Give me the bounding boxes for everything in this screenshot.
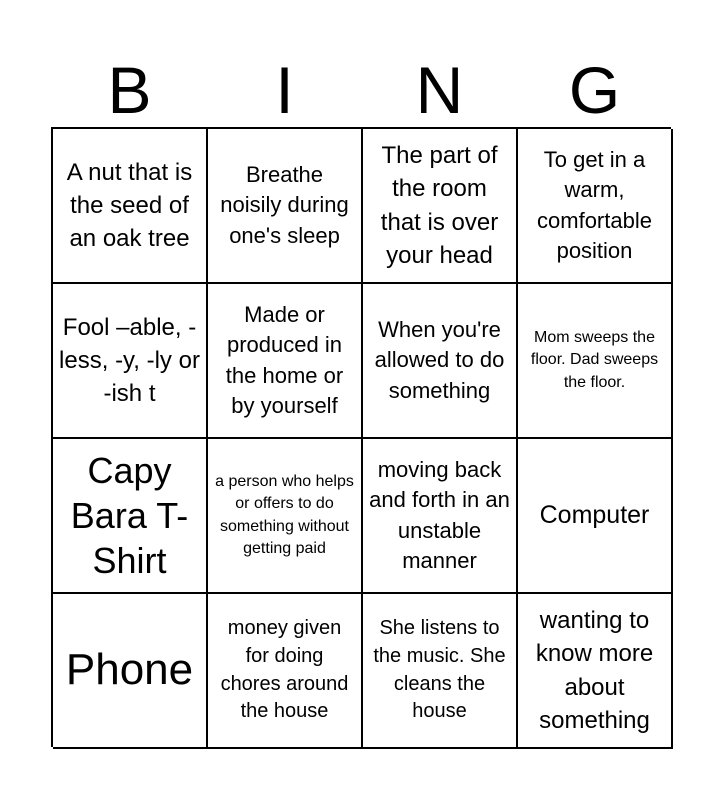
cell-text: To get in a warm, comfortable position bbox=[537, 146, 652, 263]
bingo-cell[interactable] bbox=[518, 439, 673, 594]
header-letter-g: G bbox=[568, 53, 621, 127]
bingo-cell[interactable] bbox=[518, 129, 673, 284]
cell-text: She listens to the music. She cleans the house bbox=[373, 617, 506, 723]
bingo-cell[interactable] bbox=[208, 594, 363, 749]
cell-text: Made or produced in the home or by yourself bbox=[225, 301, 344, 418]
bingo-cell[interactable] bbox=[363, 439, 518, 594]
bingo-cell[interactable] bbox=[363, 284, 518, 439]
bingo-cell[interactable] bbox=[53, 594, 208, 749]
bingo-cell[interactable] bbox=[208, 284, 363, 439]
cell-text: Mom sweeps the floor. Dad sweeps the floor. bbox=[530, 329, 659, 391]
bingo-cell[interactable] bbox=[518, 594, 673, 749]
cell-text: When you're allowed to do something bbox=[374, 316, 505, 403]
bingo-cell[interactable] bbox=[518, 284, 673, 439]
bingo-board bbox=[51, 127, 671, 747]
bingo-cell[interactable] bbox=[363, 129, 518, 284]
cell-text: Capy Bara T-Shirt bbox=[70, 450, 189, 581]
cell-text: money given for doing chores around the house bbox=[220, 617, 349, 723]
cell-text: wanting to know more about something bbox=[535, 607, 654, 734]
cell-text: A nut that is the seed of an oak tree bbox=[66, 158, 193, 253]
bingo-cell[interactable] bbox=[53, 284, 208, 439]
header-letter-n: N bbox=[415, 53, 464, 127]
cell-text: a person who helps or offers to do something without getting paid bbox=[215, 473, 354, 557]
bingo-cell[interactable] bbox=[363, 594, 518, 749]
cell-text: Fool –able, -less, -y, -ly or -ish t bbox=[59, 313, 200, 408]
header-letter-b: B bbox=[107, 53, 152, 127]
header-letter-i: I bbox=[275, 53, 294, 127]
bingo-cell[interactable] bbox=[53, 129, 208, 284]
cell-text: moving back and forth in an unstable manner bbox=[369, 456, 510, 573]
cell-text: Computer bbox=[539, 500, 650, 529]
bingo-cell[interactable] bbox=[53, 439, 208, 594]
cell-text: The part of the room that is over your head bbox=[380, 142, 499, 269]
cell-text: Breathe noisily during one's sleep bbox=[220, 161, 349, 248]
bingo-cell[interactable] bbox=[208, 129, 363, 284]
bingo-header bbox=[52, 46, 672, 126]
cell-text: Phone bbox=[65, 645, 194, 695]
bingo-cell[interactable] bbox=[208, 439, 363, 594]
